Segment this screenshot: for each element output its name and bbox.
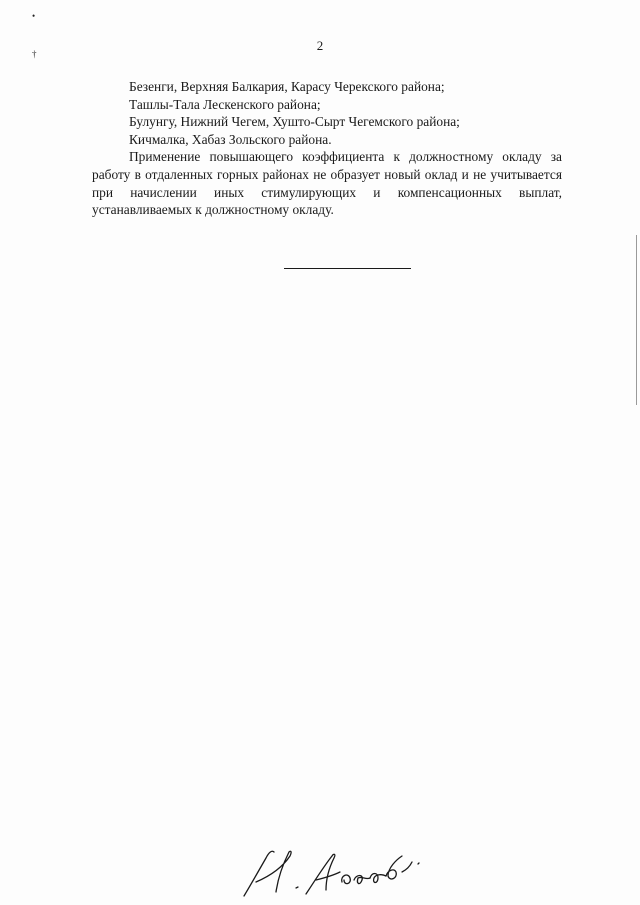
separator-line [284,268,411,269]
district-line: Булунгу, Нижний Чегем, Хушто-Сырт Чегемского района; [129,114,460,130]
coefficient-paragraph: Применение повышающего коэффициента к должностному окладу за работу в отдаленных горных районах не образует новый оклад и не учитывается при начислении иных стимулирующих и компенсационных выплат, устанавливаемых к должностному окладу. [92,149,562,218]
page-number: 2 [316,38,324,53]
district-line: Кичмалка, Хабаз Зольского района. [129,131,332,147]
district-line: Безенги, Верхняя Балкария, Карасу Черекского района; [129,79,445,94]
scan-artifact-mark: † [32,49,37,59]
document-body [92,78,562,219]
scan-artifact-mark: • [32,11,36,21]
scan-edge-line [636,235,637,405]
district-line: Ташлы-Тала Лескенского района; [129,96,321,112]
handwritten-signature [236,842,426,900]
